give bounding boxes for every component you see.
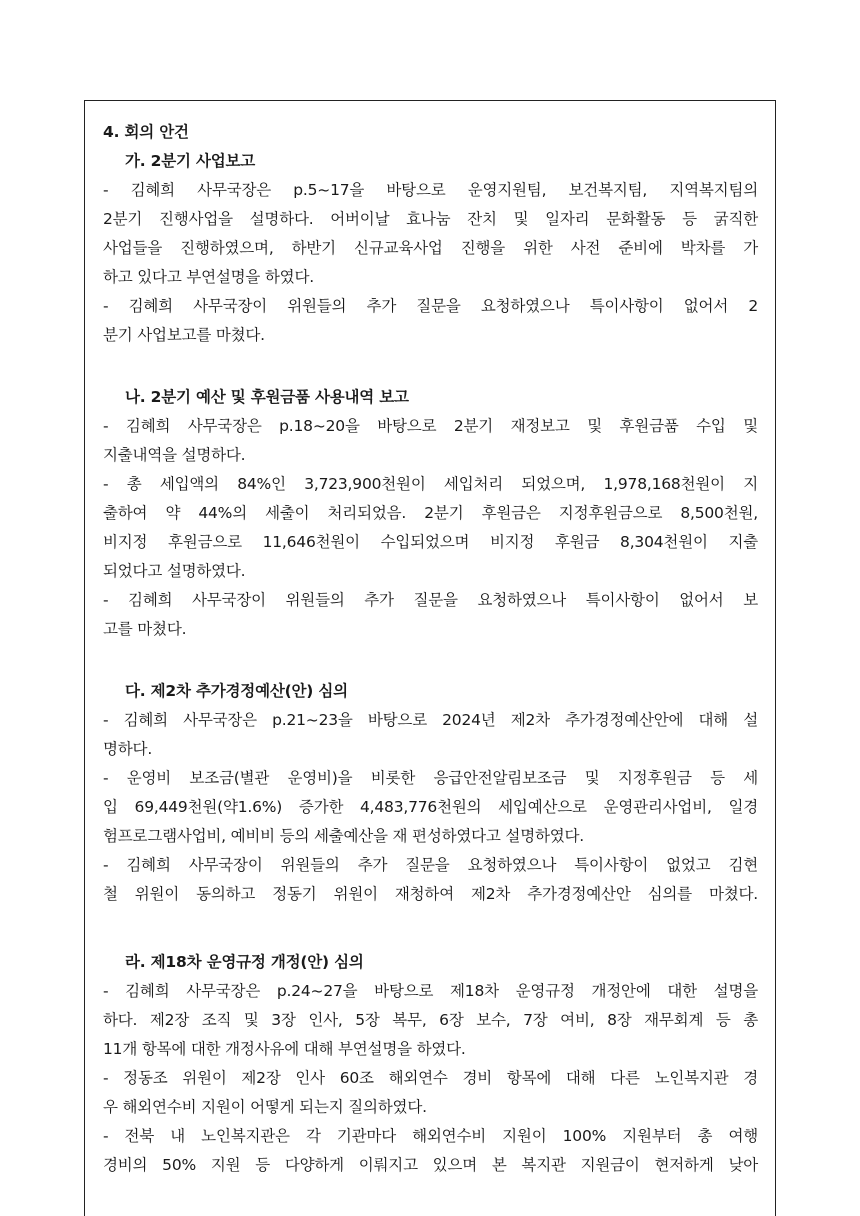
body-line: 2분기 진행사업을 설명하다. 어버이날 효나눔 잔치 및 일자리 문화활동 등 굵직한 xyxy=(103,210,758,228)
body-line: 명하다. xyxy=(103,740,153,758)
body-line: - 정동조 위원이 제2장 인사 60조 해외연수 경비 항목에 대해 다른 노인복지관 경 xyxy=(103,1069,758,1087)
agenda-heading-ra: 라. 제18차 운영규정 개정(안) 심의 xyxy=(125,953,364,971)
body-line: 지출내역을 설명하다. xyxy=(103,446,246,464)
body-line: 11개 항목에 대한 개정사유에 대해 부연설명을 하였다. xyxy=(103,1040,466,1058)
body-line: 경비의 50% 지원 등 다양하게 이뤄지고 있으며 본 복지관 지원금이 현저하게 낮아 xyxy=(103,1156,758,1174)
body-line: 입 69,449천원(약1.6%) 증가한 4,483,776천원의 세입예산으로 운영관리사업비, 일경 xyxy=(103,798,758,816)
body-line: 고를 마쳤다. xyxy=(103,620,187,638)
body-line: - 김혜희 사무국장이 위원들의 추가 질문을 요청하였으나 특이사항이 없어서 2 xyxy=(103,297,758,315)
body-line: - 김혜희 사무국장이 위원들의 추가 질문을 요청하였으나 특이사항이 없었고 김현 xyxy=(103,856,758,874)
agenda-heading-da: 다. 제2차 추가경정예산(안) 심의 xyxy=(125,682,348,700)
body-line: 출하여 약 44%의 세출이 처리되었음. 2분기 후원금은 지정후원금으로 8,500천원, xyxy=(103,504,758,522)
document-body xyxy=(103,118,758,1180)
body-line: 사업들을 진행하였으며, 하반기 신규교육사업 진행을 위한 사전 준비에 박차를 가 xyxy=(103,239,758,257)
body-line: 험프로그램사업비, 예비비 등의 세출예산을 재 편성하였다고 설명하였다. xyxy=(103,827,585,845)
body-line: - 전북 내 노인복지관은 각 기관마다 해외연수비 지원이 100% 지원부터 총 여행 xyxy=(103,1127,758,1145)
body-line: 되었다고 설명하였다. xyxy=(103,562,246,580)
body-line: 비지정 후원금으로 11,646천원이 수입되었으며 비지정 후원금 8,304천원이 지출 xyxy=(103,533,758,551)
body-line: 하다. 제2장 조직 및 3장 인사, 5장 복무, 6장 보수, 7장 여비, 8장 재무회계 등 총 xyxy=(103,1011,758,1029)
body-line: 우 해외연수비 지원이 어떻게 되는지 질의하였다. xyxy=(103,1098,427,1116)
body-line: 철 위원이 동의하고 정동기 위원이 재청하여 제2차 추가경정예산안 심의를 마쳤다. xyxy=(103,885,758,903)
agenda-heading-na: 나. 2분기 예산 및 후원금품 사용내역 보고 xyxy=(125,388,409,406)
agenda-heading-ga: 가. 2분기 사업보고 xyxy=(125,152,256,170)
body-line: - 김혜희 사무국장이 위원들의 추가 질문을 요청하였으나 특이사항이 없어서 보 xyxy=(103,591,758,609)
body-line: - 김혜희 사무국장은 p.5~17을 바탕으로 운영지원팀, 보건복지팀, 지역복지팀의 xyxy=(103,181,758,199)
body-line: - 운영비 보조금(별관 운영비)을 비롯한 응급안전알림보조금 및 지정후원금 등 세 xyxy=(103,769,758,787)
body-line: - 김혜희 사무국장은 p.21~23을 바탕으로 2024년 제2차 추가경정예산안에 대해 설 xyxy=(103,711,758,729)
body-line: - 김혜희 사무국장은 p.24~27을 바탕으로 제18차 운영규정 개정안에 대한 설명을 xyxy=(103,982,758,1000)
body-line: 분기 사업보고를 마쳤다. xyxy=(103,326,265,344)
body-line: - 김혜희 사무국장은 p.18~20을 바탕으로 2분기 재정보고 및 후원금품 수입 및 xyxy=(103,417,758,435)
section-title: 4. 회의 안건 xyxy=(103,123,189,141)
body-line: 하고 있다고 부연설명을 하였다. xyxy=(103,268,314,286)
body-line: - 총 세입액의 84%인 3,723,900천원이 세입처리 되었으며, 1,978,168천원이 지 xyxy=(103,475,758,493)
